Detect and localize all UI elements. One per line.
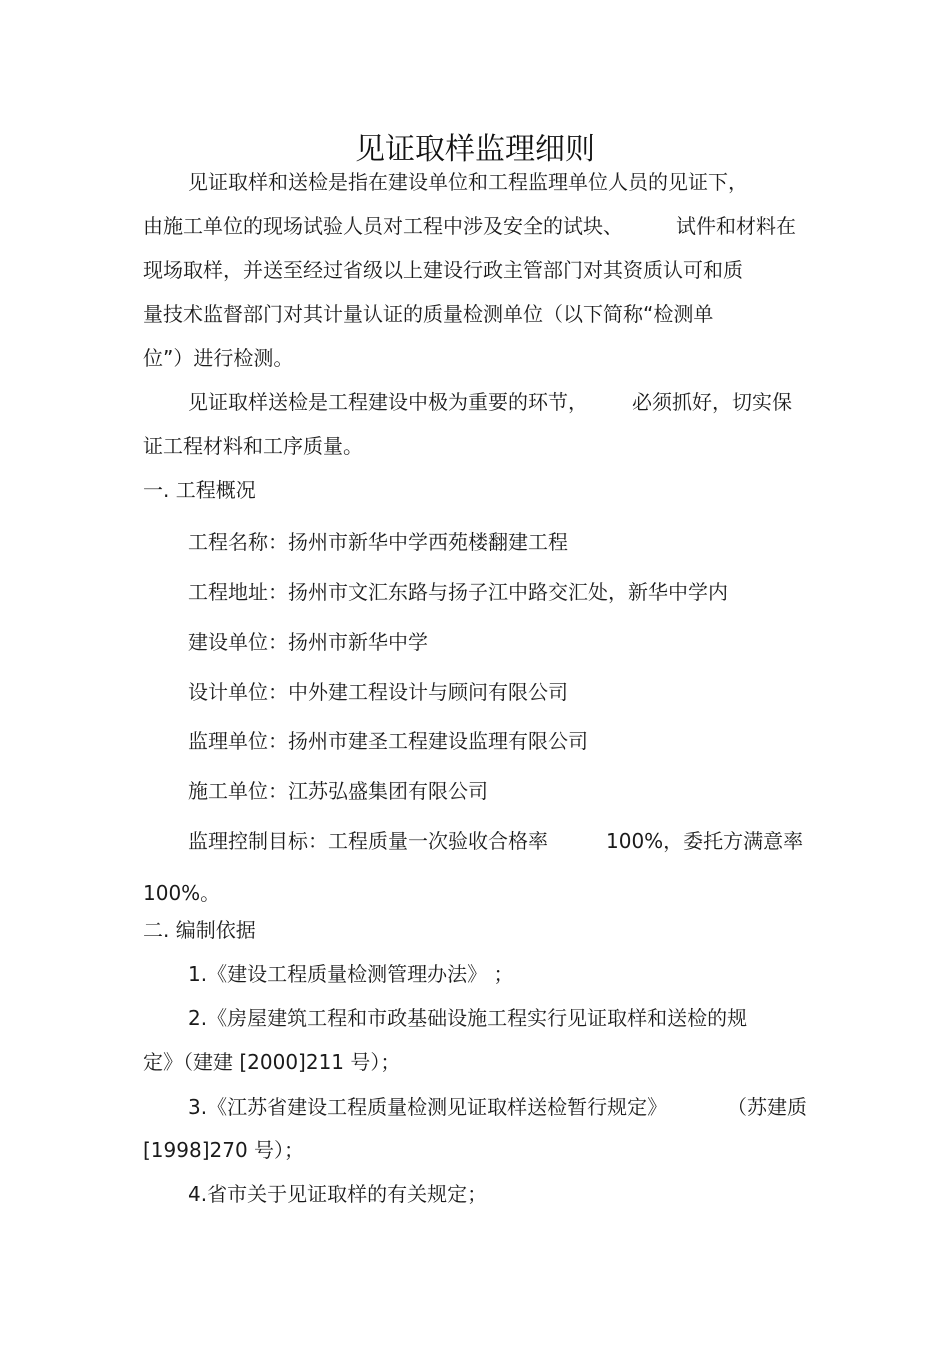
basis-item-3c: [1998]270 号）； xyxy=(143,1138,305,1162)
control-target-b: 100%，委托方满意率 xyxy=(606,829,804,853)
intro-line-2b: 试件和材料在 xyxy=(676,214,796,238)
section1-heading: 一. 工程概况 xyxy=(143,478,256,502)
basis-item-1: 1.《建设工程质量检测管理办法》 ； xyxy=(188,962,514,986)
design-unit: 设计单位：中外建工程设计与顾问有限公司 xyxy=(188,680,568,704)
control-target-a: 监理控制目标：工程质量一次验收合格率 xyxy=(188,829,548,853)
intro-line-2a: 由施工单位的现场试验人员对工程中涉及安全的试块、 xyxy=(143,214,623,238)
para2-line-2: 证工程材料和工序质量。 xyxy=(143,434,363,458)
intro-line-5: 位”）进行检测。 xyxy=(143,346,294,370)
section2-heading: 二. 编制依据 xyxy=(143,918,256,942)
basis-item-3a: 3.《江苏省建设工程质量检测见证取样送检暂行规定》 xyxy=(188,1095,668,1119)
project-name: 工程名称：扬州市新华中学西苑楼翻建工程 xyxy=(188,530,568,554)
owner-unit: 建设单位：扬州市新华中学 xyxy=(188,630,428,654)
document-title: 见证取样监理细则 xyxy=(355,132,595,167)
basis-item-2b: 定》（建建 [2000]211 号）； xyxy=(143,1050,401,1074)
intro-line-4: 量技术监督部门对其计量认证的质量检测单位（以下简称“检测单 xyxy=(143,302,714,326)
construction-unit: 施工单位：江苏弘盛集团有限公司 xyxy=(188,779,488,803)
para2-line-1a: 见证取样送检是工程建设中极为重要的环节， xyxy=(188,390,588,414)
control-target-c: 100%。 xyxy=(143,881,221,905)
para2-line-1b: 必须抓好，切实保 xyxy=(632,390,792,414)
project-address: 工程地址：扬州市文汇东路与扬子江中路交汇处，新华中学内 xyxy=(188,580,728,604)
supervision-unit: 监理单位：扬州市建圣工程建设监理有限公司 xyxy=(188,729,588,753)
basis-item-3b: （苏建质 xyxy=(727,1095,807,1119)
intro-line-3: 现场取样，并送至经过省级以上建设行政主管部门对其资质认可和质 xyxy=(143,258,743,282)
basis-item-4: 4.省市关于见证取样的有关规定； xyxy=(188,1182,488,1206)
basis-item-2a: 2.《房屋建筑工程和市政基础设施工程实行见证取样和送检的规 xyxy=(188,1006,748,1030)
intro-line-1: 见证取样和送检是指在建设单位和工程监理单位人员的见证下， xyxy=(188,170,748,194)
